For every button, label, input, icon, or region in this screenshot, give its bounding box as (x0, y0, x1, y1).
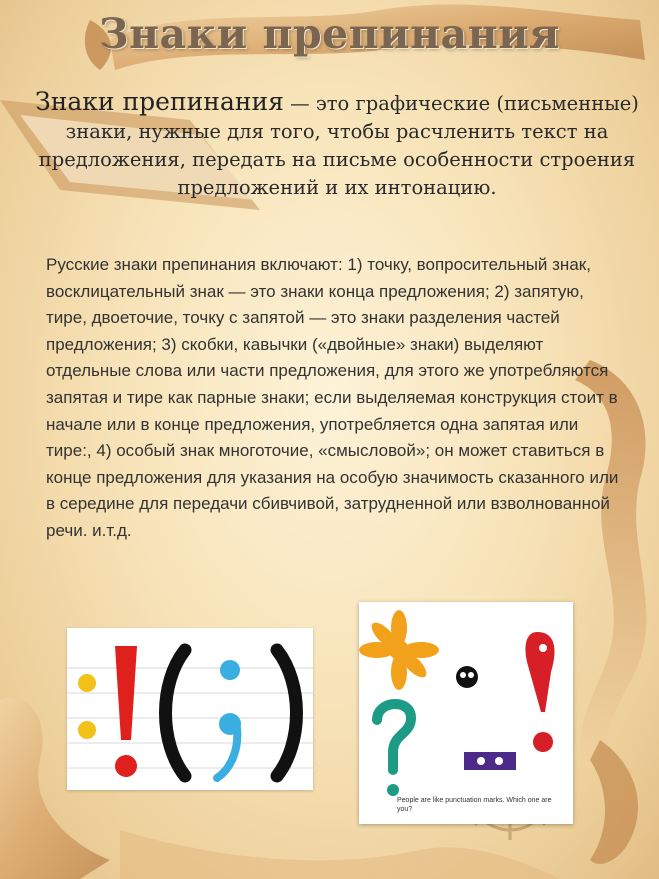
punctuation-illustration-right (359, 602, 573, 824)
illustration-caption: People are like punctuation marks. Which one are you? (397, 797, 552, 813)
punctuation-illustration-left (67, 628, 313, 790)
slide-title: Знаки препинания (99, 10, 560, 58)
cartoon-punctuation-icon (359, 602, 573, 824)
definition-rest: — это графические (письменные) знаки, нужные для того, чтобы расчленить текст на предложения, передать на письме особенности строения предложений и их интонацию. (38, 92, 639, 199)
definition-text (22, 88, 652, 202)
body-paragraph: Русские знаки препинания включают: 1) точку, вопросительный знак, восклицательный знак — это знаки конца предложения; 2) запятую, тире, двоеточие, точку с запятой — это знаки разделения частей предложения; 3) скобки, кавычки («двойные» знаки) выделяют отдельные слова или части предложения, для этого же употребляются запятая и тире как парные знаки; если выделяемая конструкция стоит в начале или в конце предложения, употребляется одна запятая или тире:, 4) особый знак многоточие, «смысловой»; он может ставиться в конце предложения для указания на особую значимость сказанного или в середине для передачи сбивчивой, затрудненной или взволнованной речи. и.т.д. (46, 255, 619, 540)
punctuation-marks-icon (67, 628, 313, 790)
definition-term: Знаки препинания (35, 87, 284, 116)
